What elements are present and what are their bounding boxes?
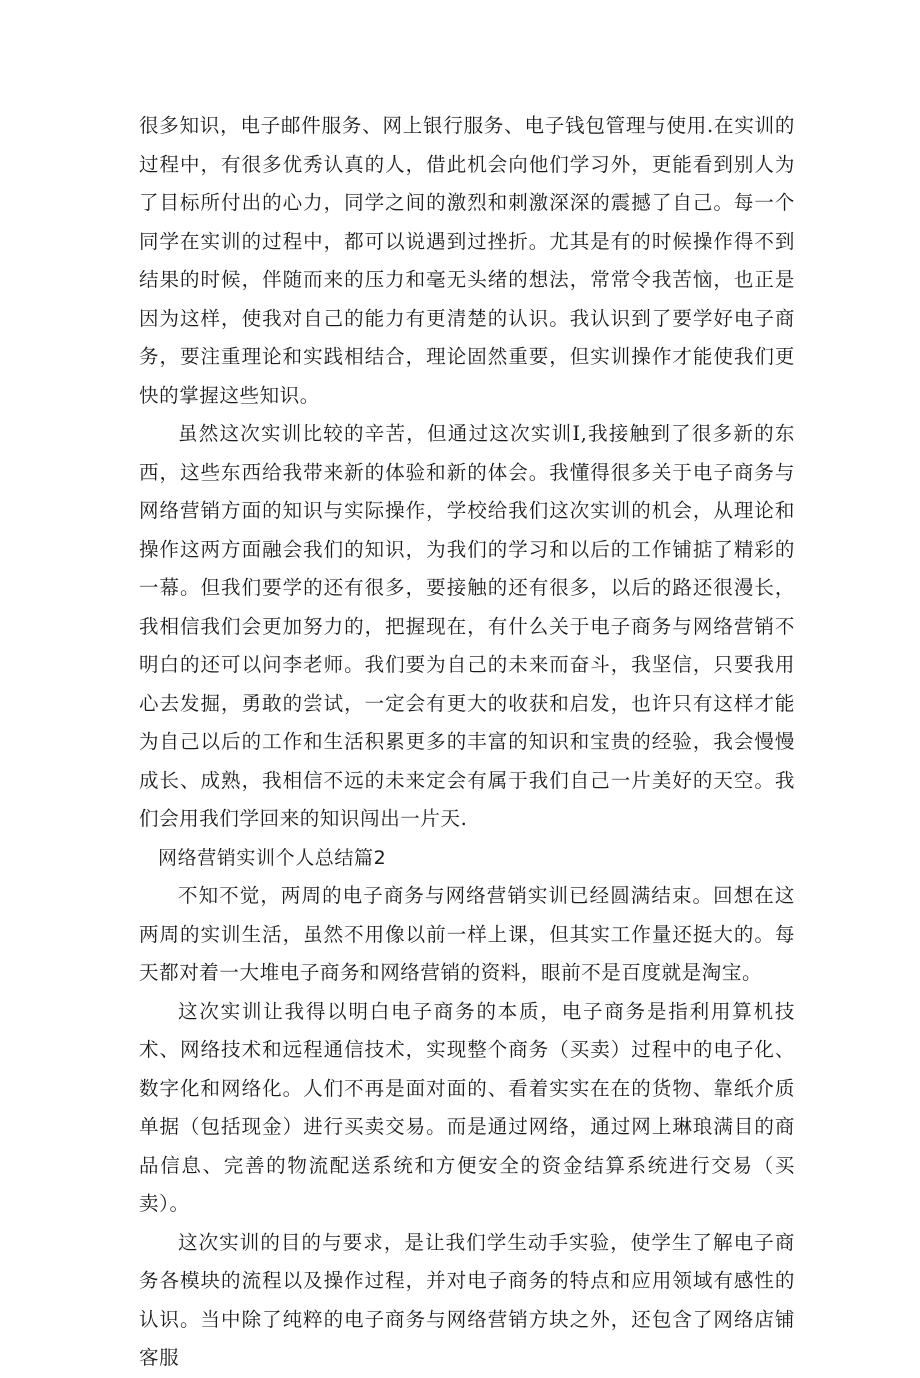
paragraph-body: 这次实训让我得以明白电子商务的本质，电子商务是指利用算机技术、网络技术和远程通信技术，实现整个商务（买卖）过程中的电子化、数字化和网络化。人们不再是面对面的、看着实实在在的货物、靠纸介质单据（包括现金）进行买卖交易。而是通过网络，通过网上琳琅满目的商品信息、完善的物流配送系统和方便安全的资金结算系统进行交易（买卖）。	[139, 999, 795, 1215]
paragraph-body: 虽然这次实训比较的辛苦，但通过这次实训I,我接触到了很多新的东西，这些东西给我带来新的体验和新的体会。我懂得很多关于电子商务与网络营销方面的知识与实际操作，学校给我们这次实训的机会，从理论和操作这两方面融会我们的知识，为我们的学习和以后的工作铺掂了精彩的一幕。但我们要学的还有很多，要接触的还有很多，以后的路还很漫长，我相信我们会更加努力的，把握现在，有什么关于电子商务与网络营销不明白的还可以问李老师。我们要为自己的未来而奋斗，我坚信，只要我用心去发掘，勇敢的尝试，一定会有更大的收获和启发，也许只有这样才能为自己以后的工作和生活积累更多的丰富的知识和宝贵的经验，我会慢慢成长、成熟，我相信不远的未来定会有属于我们自己一片美好的天空。我们会用我们学回来的知识闯出一片天.	[139, 422, 795, 830]
section-heading: 网络营销实训个人总结篇2	[158, 846, 387, 869]
document-body	[139, 107, 795, 1378]
paragraph-body: 不知不觉，两周的电子商务与网络营销实训已经圆满结束。回想在这两周的实训生活，虽然不用像以前一样上课，但其实工作量还挺大的。每天都对着一大堆电子商务和网络营销的资料，眼前不是百度就是淘宝。	[139, 884, 795, 984]
paragraph-body: 这次实训的目的与要求，是让我们学生动手实验，使学生了解电子商务各模块的流程以及操作过程，并对电子商务的特点和应用领域有感性的认识。当中除了纯粹的电子商务与网络营销方块之外，还包含了网络店铺客服	[139, 1230, 795, 1369]
paragraph-continuation: 很多知识，电子邮件服务、网上银行服务、电子钱包管理与使用.在实训的过程中，有很多优秀认真的人，借此机会向他们学习外，更能看到别人为了目标所付出的心力，同学之间的激烈和刺激深深的震撼了自己。每一个同学在实训的过程中，都可以说遇到过挫折。尤其是有的时候操作得不到结果的时候，伴随而来的压力和毫无头绪的想法，常常令我苦恼，也正是因为这样，使我对自己的能力有更清楚的认识。我认识到了要学好电子商务，要注重理论和实践相结合，理论固然重要，但实训操作才能使我们更快的掌握这些知识。	[139, 114, 795, 407]
